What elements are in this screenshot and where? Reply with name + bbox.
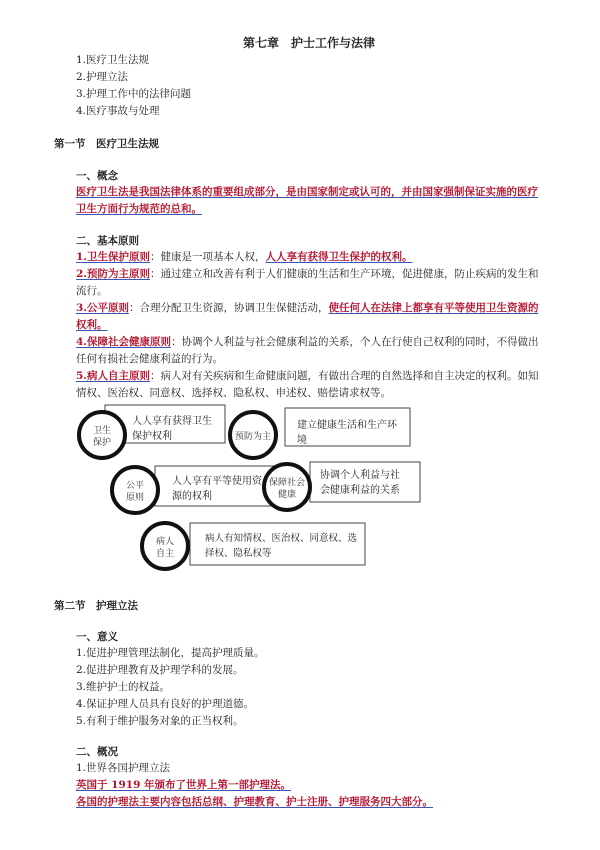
- t4-line1: 协调个人利益与社: [320, 470, 400, 481]
- principle-3-cont: 权利。: [76, 319, 108, 331]
- principle-1: [76, 249, 412, 266]
- t2-line2: 境: [297, 435, 307, 446]
- t3-line1: 人人享有平等使用资: [172, 476, 262, 487]
- overview-highlight: 各国的护理法主要内容包括总纲、护理教育、护士注册、护理服务四大部分。: [76, 796, 433, 808]
- meaning-item: 2.促进护理教育及护理学科的发展。: [76, 664, 244, 676]
- principle-label: 3.公平原则: [76, 302, 129, 314]
- meaning-item: 4.保证护理人员具有良好的护理道德。: [76, 698, 255, 710]
- subsection-heading: 一、意义: [76, 631, 118, 643]
- principle-text: ：合理分配卫生资源，协调卫生保健活动，: [128, 302, 329, 314]
- diagram-node-fairness: [112, 466, 280, 513]
- toc-item: 2.护理立法: [76, 71, 129, 83]
- chapter-title: 第七章 护士工作与法律: [243, 36, 376, 50]
- c5-line2: 自主: [155, 549, 175, 559]
- concept-definition-line: 卫生方面行为规范的总和。: [76, 203, 202, 215]
- subsection-heading: 二、概况: [76, 746, 118, 758]
- diagram-node-prevention: [230, 408, 410, 458]
- principle-highlight: 使任何人在法律上都享有平等使用卫生资源的: [328, 302, 539, 314]
- c3-line1: 公平: [125, 481, 145, 491]
- c4-line2: 健康: [277, 490, 297, 500]
- c5-line1: 病人: [155, 537, 175, 547]
- principle-highlight: 人人享有获得卫生保护的权利。: [265, 251, 413, 263]
- c2-line1: 预防为主: [234, 432, 272, 442]
- toc-item: 3.护理工作中的法律问题: [76, 88, 192, 100]
- t5-line1: 病人有知情权、医治权、同意权、选: [205, 533, 358, 544]
- principle-text: ：病人对有关疾病和生命健康问题，有做出合理的自然选择和自主决定的权利。如知: [149, 370, 539, 382]
- t2-line1: 建立健康生活和生产环: [297, 420, 397, 431]
- t3-line2: 源的权利: [172, 491, 212, 502]
- c1-line1: 卫生: [92, 426, 112, 436]
- principle-label: 4.保障社会健康原则: [76, 336, 171, 348]
- meaning-item: 3.维护护士的权益。: [76, 681, 171, 693]
- toc-item: 4.医疗事故与处理: [76, 105, 160, 117]
- principle-3: [76, 300, 538, 317]
- section-title: 第二节 护理立法: [54, 600, 138, 612]
- t1-line1: 人人享有获得卫生: [132, 416, 212, 427]
- principle-5-cont: 情权、医治权、同意权、选择权、隐私权、申述权、赔偿请求权等。: [76, 387, 391, 399]
- concept-definition-line: 医疗卫生法是我国法律体系的重要组成部分，是由国家制定或认可的，并由国家强制保证实施的医疗: [76, 186, 538, 198]
- c3-line2: 原则: [125, 493, 145, 503]
- principle-2-cont: 流行。: [76, 285, 108, 297]
- principle-text: ：健康是一项基本人权，: [149, 251, 266, 263]
- principle-text: ：通过建立和改善有利于人们健康的生活和生产环境，促进健康，防止疾病的发生和: [149, 268, 539, 280]
- principle-4-cont: 任何有损社会健康利益的行为。: [76, 353, 223, 365]
- overview-item: 1.世界各国护理立法: [76, 762, 171, 774]
- principle-5: [76, 368, 538, 385]
- principle-label: 1.卫生保护原则: [76, 251, 150, 263]
- principle-2: [76, 266, 538, 283]
- t4-line2: 会健康利益的关系: [320, 485, 400, 496]
- t5-line2: 择权、隐私权等: [205, 548, 272, 559]
- meaning-item: 1.促进护理管理法制化，提高护理质量。: [76, 647, 265, 659]
- toc-item: 1.医疗卫生法规: [76, 54, 150, 66]
- principle-label: 2.预防为主原则: [76, 268, 150, 280]
- c4-line1: 保障社会: [268, 478, 306, 488]
- t1-line2: 保护权利: [132, 431, 172, 442]
- principle-text: ：协调个人利益与社会健康利益的关系，个人在行使自己权利的同时，不得做出: [170, 336, 539, 348]
- subsection-heading: 一、概念: [76, 170, 118, 182]
- principle-label: 5.病人自主原则: [76, 370, 150, 382]
- meaning-item: 5.有利于维护服务对象的正当权利。: [76, 715, 244, 727]
- diagram-node-social-health: [264, 462, 420, 510]
- section-title: 第一节 医疗卫生法规: [54, 138, 159, 150]
- c1-line2: 保护: [92, 438, 112, 448]
- diagram-node-patient-autonomy: [142, 523, 365, 569]
- diagram-node-health-protection: [79, 405, 225, 458]
- principle-4: [76, 334, 538, 351]
- subsection-heading: 二、基本原则: [76, 235, 139, 247]
- principles-diagram: [60, 400, 560, 585]
- overview-highlight: 英国于 1919 年颁布了世界上第一部护理法。: [76, 779, 292, 791]
